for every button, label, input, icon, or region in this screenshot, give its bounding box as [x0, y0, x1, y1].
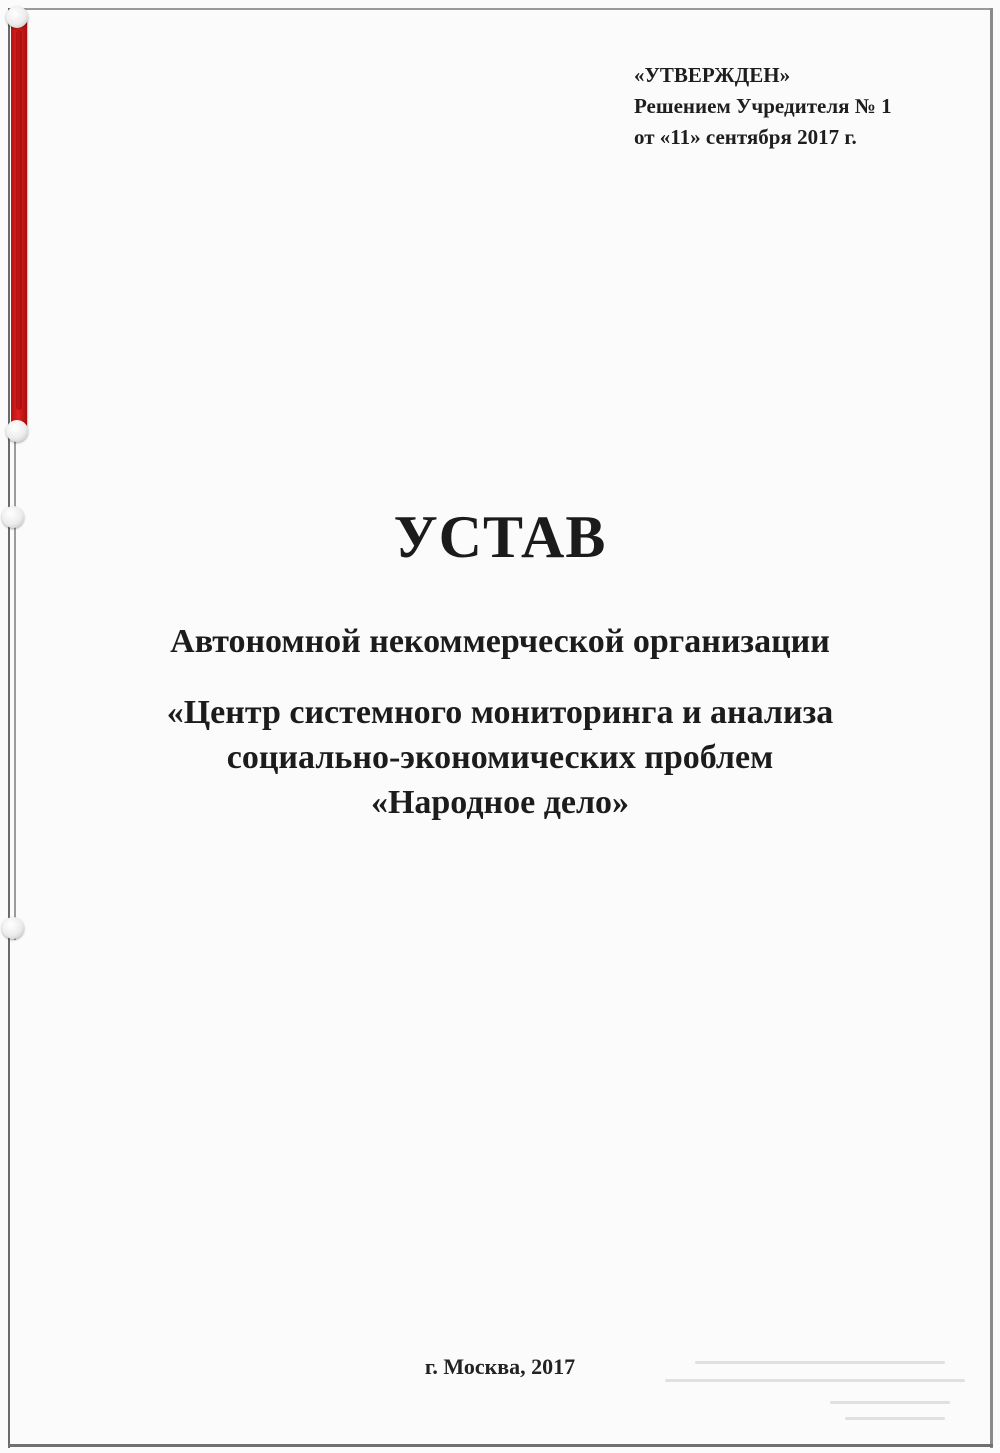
bleed-through-stamp [655, 1345, 980, 1437]
approval-block [634, 60, 892, 153]
organization-name [0, 690, 1000, 825]
city-year: г. Москва, 2017 [424, 1354, 576, 1379]
organization-name-line-2: социально-экономических проблем [226, 739, 774, 776]
approval-date: от «11» сентября 2017 г. [634, 125, 857, 149]
page-edge-bottom [8, 1444, 993, 1447]
organization-type: Автономной некоммерческой организации [170, 623, 830, 660]
binding-cord-shadow [16, 30, 22, 410]
page-edge-top [8, 8, 993, 10]
approval-heading: «УТВЕРЖДЕН» [634, 63, 791, 87]
binding-grommet-top [6, 6, 28, 28]
binding-grommet-cord-end [6, 420, 28, 442]
document-title: УСТАВ [393, 504, 607, 570]
approval-decision: Решением Учредителя № 1 [634, 94, 892, 118]
binding-grommet-bottom [2, 917, 24, 939]
organization-name-line-3: «Народное дело» [370, 784, 630, 821]
organization-name-line-1: «Центр системного мониторинга и анализа [166, 694, 834, 731]
